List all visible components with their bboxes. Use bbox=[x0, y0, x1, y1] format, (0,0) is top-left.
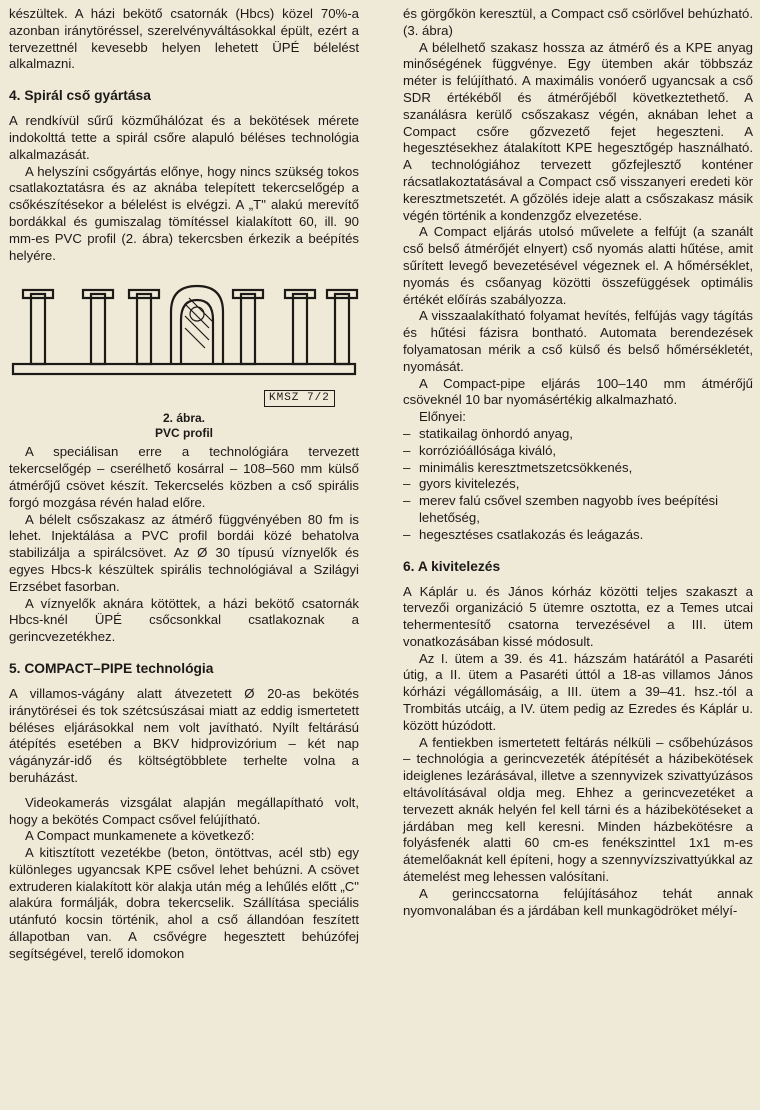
section-heading-5: 5. COMPACT–PIPE technológia bbox=[9, 660, 214, 676]
list-item: – korrózióállósága kiváló, bbox=[403, 443, 753, 460]
profile-joint bbox=[171, 286, 223, 364]
paragraph: A Compact-pipe eljárás 100–140 mm átmérőjű csöveknél 10 bar nyomásértékig alkalmazható. bbox=[403, 375, 753, 408]
section-heading-6: 6. A kivitelezés bbox=[403, 558, 501, 574]
advantages-title: Előnyei: bbox=[419, 409, 466, 425]
paragraph: Videokamerás vizsgálat alapján megállapítható volt, hogy a bekötés Compact csővel felújítható. bbox=[9, 794, 359, 827]
paragraph: A speciálisan erre a technológiára tervezett tekercselőgép – cserélhető kosárral – 108–560 mm külső átmérőjű csövet készít. Tekercselés közben a cső spirális forgó mozgása révén halad előre. bbox=[9, 444, 359, 510]
pvc-profile-drawing bbox=[9, 264, 359, 404]
paragraph: A víznyelők aknára kötöttek, a házi bekötő csatornák Hbcs-knél ÜPÉ csőcsonkkal csatlakoznak a gerincvezetékhez. bbox=[9, 595, 359, 645]
profile-rib bbox=[335, 294, 349, 364]
section-heading-4: 4. Spirál cső gyártása bbox=[9, 88, 151, 104]
advantages-list bbox=[403, 426, 753, 544]
caption-text: PVC profil bbox=[154, 426, 213, 441]
paragraph: A kitisztított vezetékbe (beton, öntöttvas, acél stb) egy különleges ugyancsak KPE csővel lehet behúzni. A csövet extruderen kialakított kör alakja után még a lehűlés előtt „C" alakúra formálják, dobra tekercselik. Szállítása speciális utánfutó kocsin történik, ahol a cső állandóan feszített állapotban van. A csővégre hegesztett behúzófej segítségével, terelő idomokon bbox=[9, 845, 359, 961]
paragraph: A Compact munkamenete a következő: bbox=[25, 828, 255, 844]
paragraph: és görgőkön keresztül, a Compact cső csörlővel behúzható. (3. ábra) bbox=[403, 6, 753, 38]
paragraph: A visszaalakítható folyamat hevítés, felfújás vagy tágítás és hűtési fázisra bontható. Automata berendezések folyamatosan mérik a cső külső és belső hőmérsékletét, nyomását. bbox=[403, 308, 753, 374]
profile-rib bbox=[91, 294, 105, 364]
paragraph: A Káplár u. és János kórház közötti teljes szakaszt a tervezői organizáció 5 ütemre osztotta, ez a Temes utcai tehermentesítő csatorna tervezésével a III. ütem vonatkozásában kissé módosult. bbox=[403, 583, 753, 649]
profile-rib bbox=[241, 294, 255, 364]
profile-rib bbox=[137, 294, 151, 364]
paragraph: A bélelt csőszakasz az átmérő függvényében 80 fm is lehet. Injektálása a PVC profil bordái közé behatolva stabilizálja a spirálcsövet. Az Ø 30 típusú víznyelők és egyes Hbcs-k készültek spirális technológiával a Szilágyi Erzsébet fasorban. bbox=[9, 511, 359, 594]
left-column bbox=[9, 6, 359, 963]
list-item: – statikailag önhordó anyag, bbox=[403, 426, 753, 443]
paragraph: A Compact eljárás utolsó művelete a felfújt (a szanált cső belső átmérőjét elnyert) cső nyomás alatti hűtése, amit sűrített levegő bevezetésével végeznek el. A hőmérséklet, nyomás és csőanyag közötti összefüggések optimális értékét előírás szabályozza. bbox=[403, 224, 753, 307]
list-item: – minimális keresztmetszetcsökkenés, bbox=[403, 460, 753, 477]
paragraph: A gerinccsatorna felújításához tehát annak nyomvonalában és a járdában kell munkagödröket mélyí- bbox=[403, 885, 753, 918]
figure-code: KMSZ 7/2 bbox=[264, 390, 335, 407]
paragraph: készültek. A házi bekötő csatornák (Hbcs) közel 70%-a azonban iránytöréssel, szerelvényváltásokkal épült, ezért a tervezettnél kevesebb helyen lehetett ÜPÉ bélelést alkalmazni. bbox=[9, 6, 359, 72]
list-item: – gyors kivitelezés, bbox=[403, 476, 753, 493]
profile-rib bbox=[293, 294, 307, 364]
profile-joint-inner bbox=[181, 300, 213, 364]
gasket-seal bbox=[190, 307, 204, 321]
paragraph: A rendkívül sűrű közműhálózat és a bekötések mérete indokolttá tette a spirál csőre alapuló béléses technológia alkalmazását. bbox=[9, 113, 359, 162]
paragraph: A bélelhető szakasz hossza az átmérő és a KPE anyag minőségének függvénye. Egy ütemben akár többszáz méter is felújítható. A maximális vonóerő ugyancsak a cső SDR értékéből és átmérőjéből következtethető. A szanálásra kerülő csőszakasz végén, aknában lehet a Compact csőre gőzvezető fejet hegeszteni. A hegesztésekhez átalakított KPE hegesztőgép használható. A technológiához tervezett gőzfejlesztő konténer rácsatlakoztatásával a Compact cső visszanyeri eredeti kör keresztmetszetét. A gőzölés ideje alatt a csőszakasz másik végén történik a kondenzgőz elvezetése. bbox=[403, 39, 753, 223]
paragraph: A fentiekben ismertetett feltárás nélküli – csőbehúzásos – technológia a gerincvezeték átépítését a házibekötések ideiglenes lezárásával, illetve a szennyvizek szivattyúzásos eltávolításával oldja meg. Ehhez a gerincvezetéket a tervezett aknák helyén fel kell tárni és a házibekötéseket a járdában meg kell keresni. Minden házbekötésre a folyásfenék alatti 60 cm-es fenékszinttel 1x1 m-es átemelőaknát kell építeni, hogy a szennyvízszivattyúkkal az átemelést meg lehessen valósítani. bbox=[403, 734, 753, 885]
paragraph: Az I. ütem a 39. és 41. házszám határától a Pasaréti útig, a II. ütem a Pasaréti úttól a 18-as villamos János kórházi végállomásáig, a III. ütem a 39–41. hsz.-tól a Trombitás utcáig, a IV. ütem pedig az Ezredes és Káplár u. között húzódott. bbox=[403, 650, 753, 733]
list-item: – hegesztéses csatlakozás és leágazás. bbox=[403, 527, 753, 544]
paragraph: A villamos-vágány alatt átvezetett Ø 20-as bekötés iránytörései és tok szétcsúszásai miatt az eddig ismertetett béléses eljárásokkal nem volt javítható. Nyílt feltárású átépítés esetében a BKV hidprovizórium – két nap vágányzár-idő és költségtöbblete terhelte volna a beruházást. bbox=[9, 685, 359, 785]
paragraph: A helyszíni csőgyártás előnye, hogy nincs szükség tokos csatlakoztatásra és az aknába telepített tekercselőgép a csőkészítésekor a bélelést is elvégzi. A „T" alakú merevítő bordákkal és gumiszalag tömítéssel kialakított 60, ill. 90 mm-es PVC profil (2. ábra) tekercsben érkezik a beépítés helyére. bbox=[9, 163, 359, 263]
list-item: – merev falú csővel szemben nagyobb íves beépítési lehetőség, bbox=[403, 493, 753, 527]
figure-pvc-profile bbox=[9, 264, 359, 444]
right-column bbox=[403, 6, 753, 919]
profile-rib bbox=[31, 294, 45, 364]
figure-caption bbox=[9, 411, 359, 441]
profile-base-strip bbox=[13, 364, 355, 374]
caption-number: 2. ábra. bbox=[162, 411, 206, 426]
